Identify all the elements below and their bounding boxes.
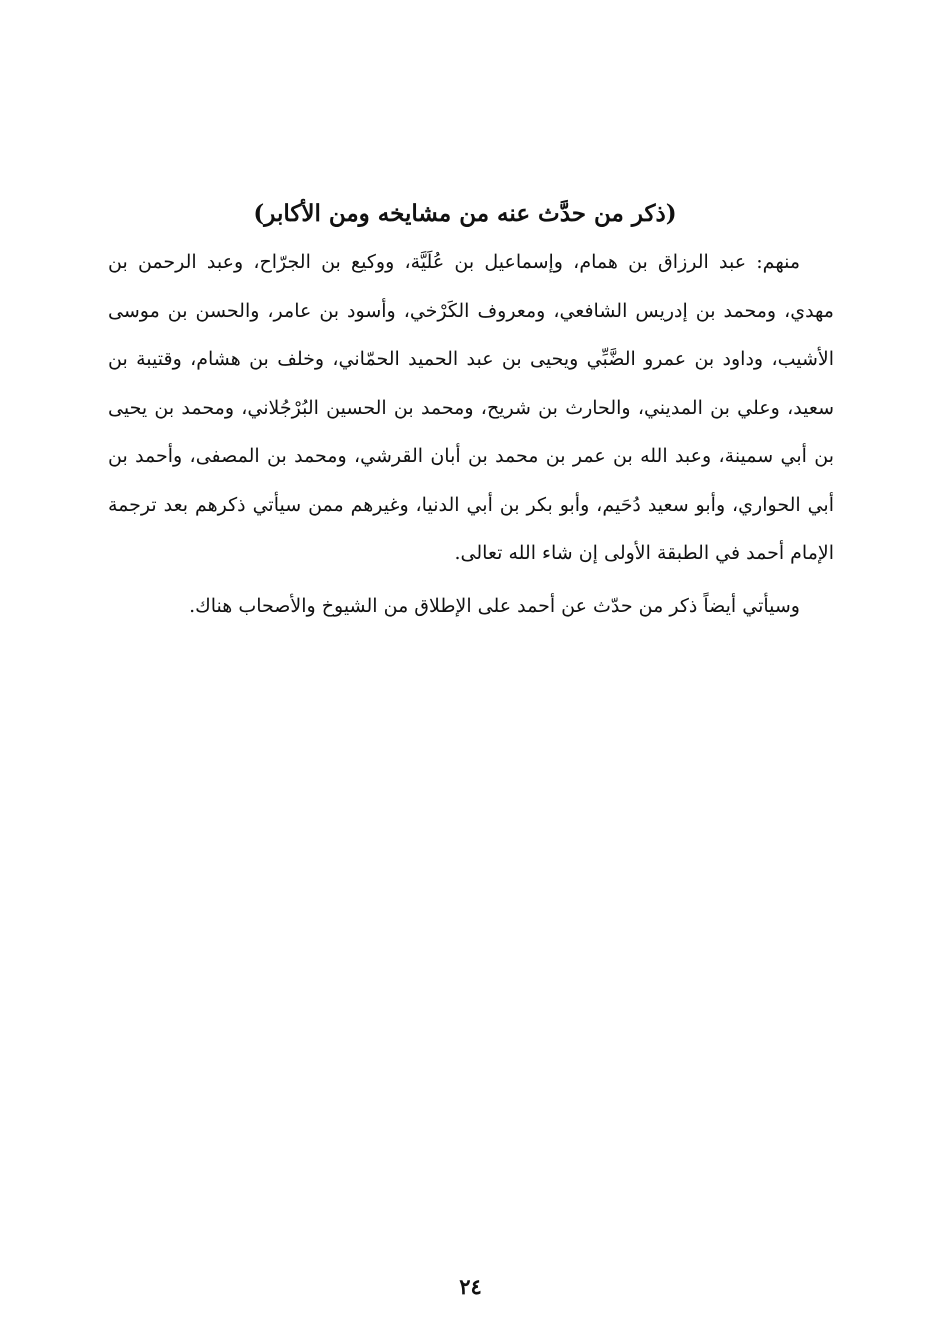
section-heading: (ذكر من حدَّث عنه من مشايخه ومن الأكابر) bbox=[253, 200, 677, 227]
text-body bbox=[108, 190, 834, 630]
page-number: ٢٤ bbox=[459, 1274, 482, 1299]
paragraph-note: وسيأتي أيضاً ذكر من حدّث عن أحمد على الإطلاق من الشيوخ والأصحاب هناك. bbox=[189, 594, 800, 617]
paragraph-teachers-list: منهم: عبد الرزاق بن همام، وإسماعيل بن عُلَيَّة، ووكيع بن الجرّاح، وعبد الرحمن بن مهدي، ومحمد بن إدريس الشافعي، ومعروف الكَرْخي، وأسود بن عامر، والحسن بن موسى الأشيب، وداود بن عمرو الضَّبِّي ويحيى بن عبد الحميد الحمّاني، وخلف بن هشام، وقتيبة بن سعيد، وعلي بن المديني، والحارث بن شريح، ومحمد بن الحسين البُرْجُلاني، ومحمد بن يحيى بن أبي سمينة، وعبد الله بن عمر بن محمد بن أبان القرشي، ومحمد بن المصفى، وأحمد بن أبي الحواري، وأبو سعيد دُحَيم، وأبو بكر بن أبي الدنيا، وغيرهم ممن سيأتي ذكرهم بعد ترجمة الإمام أحمد في الطبقة الأولى إن شاء الله تعالى. bbox=[108, 251, 834, 564]
